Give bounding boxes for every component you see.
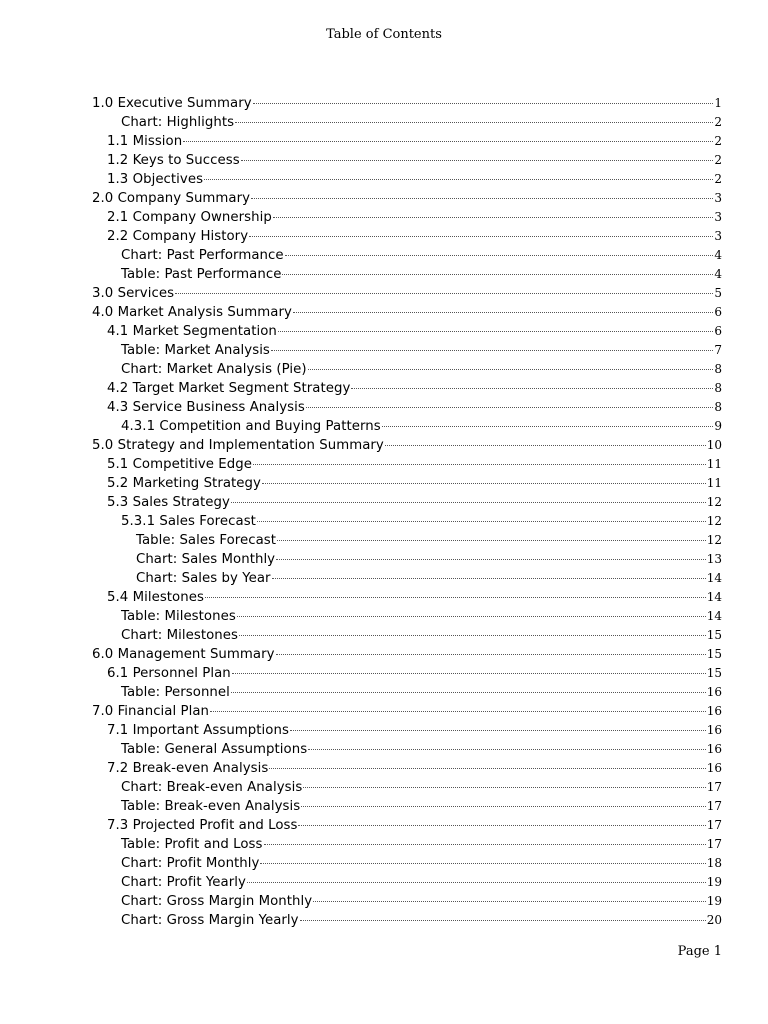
toc-entry[interactable]: [92, 379, 722, 398]
toc-entry-label: Chart: Break-even Analysis: [121, 780, 303, 795]
toc-entry-page-number: 19: [706, 875, 722, 889]
toc-entry-page-number: 16: [706, 742, 722, 756]
toc-dot-leader: [313, 901, 706, 902]
toc-entry[interactable]: [92, 626, 722, 645]
toc-entry[interactable]: [92, 531, 722, 550]
toc-entry-page-number: 11: [706, 457, 722, 471]
toc-entry[interactable]: [92, 588, 722, 607]
toc-entry[interactable]: [92, 873, 722, 892]
toc-entry[interactable]: [92, 854, 722, 873]
toc-dot-leader: [231, 502, 706, 503]
toc-entry-page-number: 10: [706, 438, 722, 452]
toc-entry-label: Chart: Past Performance: [121, 248, 284, 263]
toc-entry-page-number: 1: [714, 96, 722, 110]
toc-dot-leader: [239, 635, 706, 636]
toc-entry[interactable]: [92, 721, 722, 740]
toc-entry-page-number: 3: [714, 229, 722, 243]
toc-dot-leader: [253, 464, 706, 465]
toc-entry-page-number: 2: [714, 115, 722, 129]
toc-entry-page-number: 15: [706, 666, 722, 680]
toc-entry[interactable]: [92, 132, 722, 151]
toc-dot-leader: [351, 388, 713, 389]
toc-entry-label: 4.3 Service Business Analysis: [107, 400, 305, 415]
toc-entry-label: 6.1 Personnel Plan: [107, 666, 231, 681]
toc-entry-page-number: 15: [706, 647, 722, 661]
toc-dot-leader: [271, 350, 713, 351]
toc-entry[interactable]: [92, 208, 722, 227]
toc-entry-page-number: 14: [706, 571, 722, 585]
toc-entry-label: 7.0 Financial Plan: [92, 704, 210, 719]
toc-entry-label: Chart: Highlights: [121, 115, 235, 130]
toc-entry-label: Table: General Assumptions: [121, 742, 308, 757]
toc-entry-label: Table: Past Performance: [121, 267, 282, 282]
toc-entry-page-number: 8: [714, 381, 722, 395]
toc-entry[interactable]: [92, 398, 722, 417]
toc-entry-label: 5.2 Marketing Strategy: [107, 476, 261, 491]
toc-entry-page-number: 12: [706, 514, 722, 528]
toc-dot-leader: [241, 160, 714, 161]
toc-entry-label: 5.0 Strategy and Implementation Summary: [92, 438, 384, 453]
toc-dot-leader: [273, 217, 714, 218]
toc-entry-label: 3.0 Services: [92, 286, 175, 301]
toc-entry-label: Chart: Sales by Year: [136, 571, 271, 586]
toc-entry[interactable]: [92, 911, 722, 930]
toc-entry[interactable]: [92, 170, 722, 189]
toc-dot-leader: [269, 768, 705, 769]
toc-entry-page-number: 16: [706, 761, 722, 775]
toc-entry-label: Table: Profit and Loss: [121, 837, 263, 852]
toc-entry-page-number: 17: [706, 780, 722, 794]
toc-entry-page-number: 11: [706, 476, 722, 490]
toc-entry-label: 4.1 Market Segmentation: [107, 324, 277, 339]
toc-entry[interactable]: [92, 607, 722, 626]
toc-entry-label: 4.3.1 Competition and Buying Patterns: [121, 419, 381, 434]
toc-entry[interactable]: [92, 797, 722, 816]
toc-dot-leader: [205, 597, 706, 598]
toc-entry[interactable]: [92, 759, 722, 778]
toc-entry[interactable]: [92, 512, 722, 531]
toc-entry-label: 5.3 Sales Strategy: [107, 495, 230, 510]
toc-dot-leader: [308, 749, 706, 750]
toc-entry-page-number: 14: [706, 590, 722, 604]
toc-entry-page-number: 2: [714, 153, 722, 167]
toc-entry-label: 5.3.1 Sales Forecast: [121, 514, 256, 529]
toc-entry-label: 7.1 Important Assumptions: [107, 723, 289, 738]
toc-entry[interactable]: [92, 284, 722, 303]
toc-entry[interactable]: [92, 664, 722, 683]
toc-entry[interactable]: [92, 455, 722, 474]
toc-dot-leader: [300, 920, 706, 921]
toc-entry-label: 6.0 Management Summary: [92, 647, 275, 662]
toc-entry-label: 4.2 Target Market Segment Strategy: [107, 381, 351, 396]
toc-dot-leader: [210, 711, 706, 712]
toc-dot-leader: [175, 293, 713, 294]
toc-entry-page-number: 12: [706, 495, 722, 509]
toc-entry-page-number: 2: [714, 134, 722, 148]
toc-entry[interactable]: [92, 303, 722, 322]
toc-dot-leader: [276, 654, 706, 655]
toc-entry[interactable]: [92, 740, 722, 759]
table-of-contents: [92, 94, 722, 930]
toc-dot-leader: [298, 825, 705, 826]
toc-dot-leader: [285, 255, 714, 256]
toc-entry-label: Chart: Milestones: [121, 628, 238, 643]
toc-entry[interactable]: [92, 265, 722, 284]
toc-entry[interactable]: [92, 341, 722, 360]
toc-entry-page-number: 13: [706, 552, 722, 566]
toc-entry[interactable]: [92, 702, 722, 721]
toc-dot-leader: [251, 198, 713, 199]
toc-entry[interactable]: [92, 493, 722, 512]
toc-dot-leader: [385, 445, 706, 446]
toc-entry[interactable]: [92, 645, 722, 664]
toc-entry-label: 5.1 Competitive Edge: [107, 457, 252, 472]
toc-entry-label: 5.4 Milestones: [107, 590, 204, 605]
page-title: Table of Contents: [326, 27, 442, 42]
toc-dot-leader: [293, 312, 713, 313]
toc-entry-label: Chart: Gross Margin Monthly: [121, 894, 313, 909]
toc-entry-page-number: 19: [706, 894, 722, 908]
toc-entry-page-number: 15: [706, 628, 722, 642]
toc-dot-leader: [260, 863, 705, 864]
toc-entry[interactable]: [92, 550, 722, 569]
toc-dot-leader: [277, 540, 706, 541]
toc-entry-page-number: 3: [714, 191, 722, 205]
toc-entry-page-number: 14: [706, 609, 722, 623]
toc-entry-label: Chart: Profit Monthly: [121, 856, 260, 871]
toc-entry[interactable]: [92, 360, 722, 379]
toc-entry-page-number: 6: [714, 324, 722, 338]
toc-entry[interactable]: [92, 816, 722, 835]
toc-entry-label: 4.0 Market Analysis Summary: [92, 305, 292, 320]
toc-entry-label: Table: Market Analysis: [121, 343, 270, 358]
toc-entry[interactable]: [92, 246, 722, 265]
toc-entry-page-number: 7: [714, 343, 722, 357]
toc-entry-page-number: 8: [714, 400, 722, 414]
toc-entry-page-number: 12: [706, 533, 722, 547]
toc-dot-leader: [272, 578, 706, 579]
toc-dot-leader: [282, 274, 713, 275]
toc-dot-leader: [301, 806, 706, 807]
toc-entry-label: 7.3 Projected Profit and Loss: [107, 818, 298, 833]
toc-entry-page-number: 17: [706, 799, 722, 813]
toc-dot-leader: [278, 331, 713, 332]
toc-dot-leader: [276, 559, 706, 560]
toc-dot-leader: [231, 692, 706, 693]
toc-dot-leader: [303, 787, 705, 788]
toc-entry-label: Chart: Profit Yearly: [121, 875, 246, 890]
toc-entry-label: Table: Sales Forecast: [136, 533, 277, 548]
toc-entry[interactable]: [92, 835, 722, 854]
toc-entry-page-number: 16: [706, 685, 722, 699]
toc-entry-label: Table: Break-even Analysis: [121, 799, 301, 814]
toc-entry-page-number: 20: [706, 913, 722, 927]
toc-dot-leader: [247, 882, 706, 883]
toc-entry[interactable]: [92, 892, 722, 911]
toc-entry[interactable]: [92, 417, 722, 436]
toc-dot-leader: [264, 844, 706, 845]
toc-entry[interactable]: [92, 778, 722, 797]
toc-entry[interactable]: [92, 227, 722, 246]
toc-entry[interactable]: [92, 94, 722, 113]
toc-dot-leader: [308, 369, 714, 370]
toc-entry-label: Table: Milestones: [121, 609, 236, 624]
toc-entry[interactable]: [92, 683, 722, 702]
toc-entry-page-number: 18: [706, 856, 722, 870]
toc-entry-label: 7.2 Break-even Analysis: [107, 761, 269, 776]
toc-entry-page-number: 6: [714, 305, 722, 319]
toc-entry-page-number: 2: [714, 172, 722, 186]
toc-entry-label: Table: Personnel: [121, 685, 230, 700]
toc-entry-label: 1.3 Objectives: [107, 172, 204, 187]
toc-entry[interactable]: [92, 151, 722, 170]
toc-dot-leader: [290, 730, 706, 731]
toc-entry-label: 2.0 Company Summary: [92, 191, 251, 206]
toc-entry-label: Chart: Sales Monthly: [136, 552, 276, 567]
toc-entry[interactable]: [92, 322, 722, 341]
toc-entry-label: 2.1 Company Ownership: [107, 210, 272, 225]
toc-dot-leader: [382, 426, 714, 427]
toc-entry-page-number: 4: [714, 248, 722, 262]
toc-dot-leader: [183, 141, 713, 142]
toc-entry-label: 1.1 Mission: [107, 134, 183, 149]
page-number-footer: Page 1: [677, 944, 722, 959]
toc-entry-page-number: 4: [714, 267, 722, 281]
toc-entry-page-number: 17: [706, 837, 722, 851]
toc-entry-page-number: 5: [714, 286, 722, 300]
toc-dot-leader: [257, 521, 706, 522]
toc-entry-label: 2.2 Company History: [107, 229, 249, 244]
toc-entry[interactable]: [92, 569, 722, 588]
toc-entry[interactable]: [92, 113, 722, 132]
toc-entry-label: Chart: Gross Margin Yearly: [121, 913, 299, 928]
toc-dot-leader: [253, 103, 714, 104]
toc-dot-leader: [237, 616, 706, 617]
toc-dot-leader: [249, 236, 713, 237]
toc-entry[interactable]: [92, 436, 722, 455]
toc-entry-page-number: 16: [706, 704, 722, 718]
toc-dot-leader: [204, 179, 713, 180]
toc-entry-page-number: 16: [706, 723, 722, 737]
toc-dot-leader: [232, 673, 706, 674]
toc-entry-page-number: 3: [714, 210, 722, 224]
toc-entry-page-number: 8: [714, 362, 722, 376]
toc-dot-leader: [306, 407, 714, 408]
toc-entry[interactable]: [92, 474, 722, 493]
toc-entry-label: Chart: Market Analysis (Pie): [121, 362, 307, 377]
toc-entry[interactable]: [92, 189, 722, 208]
toc-entry-page-number: 9: [714, 419, 722, 433]
toc-dot-leader: [262, 483, 706, 484]
toc-entry-label: 1.2 Keys to Success: [107, 153, 240, 168]
toc-entry-page-number: 17: [706, 818, 722, 832]
toc-entry-label: 1.0 Executive Summary: [92, 96, 252, 111]
toc-dot-leader: [235, 122, 713, 123]
